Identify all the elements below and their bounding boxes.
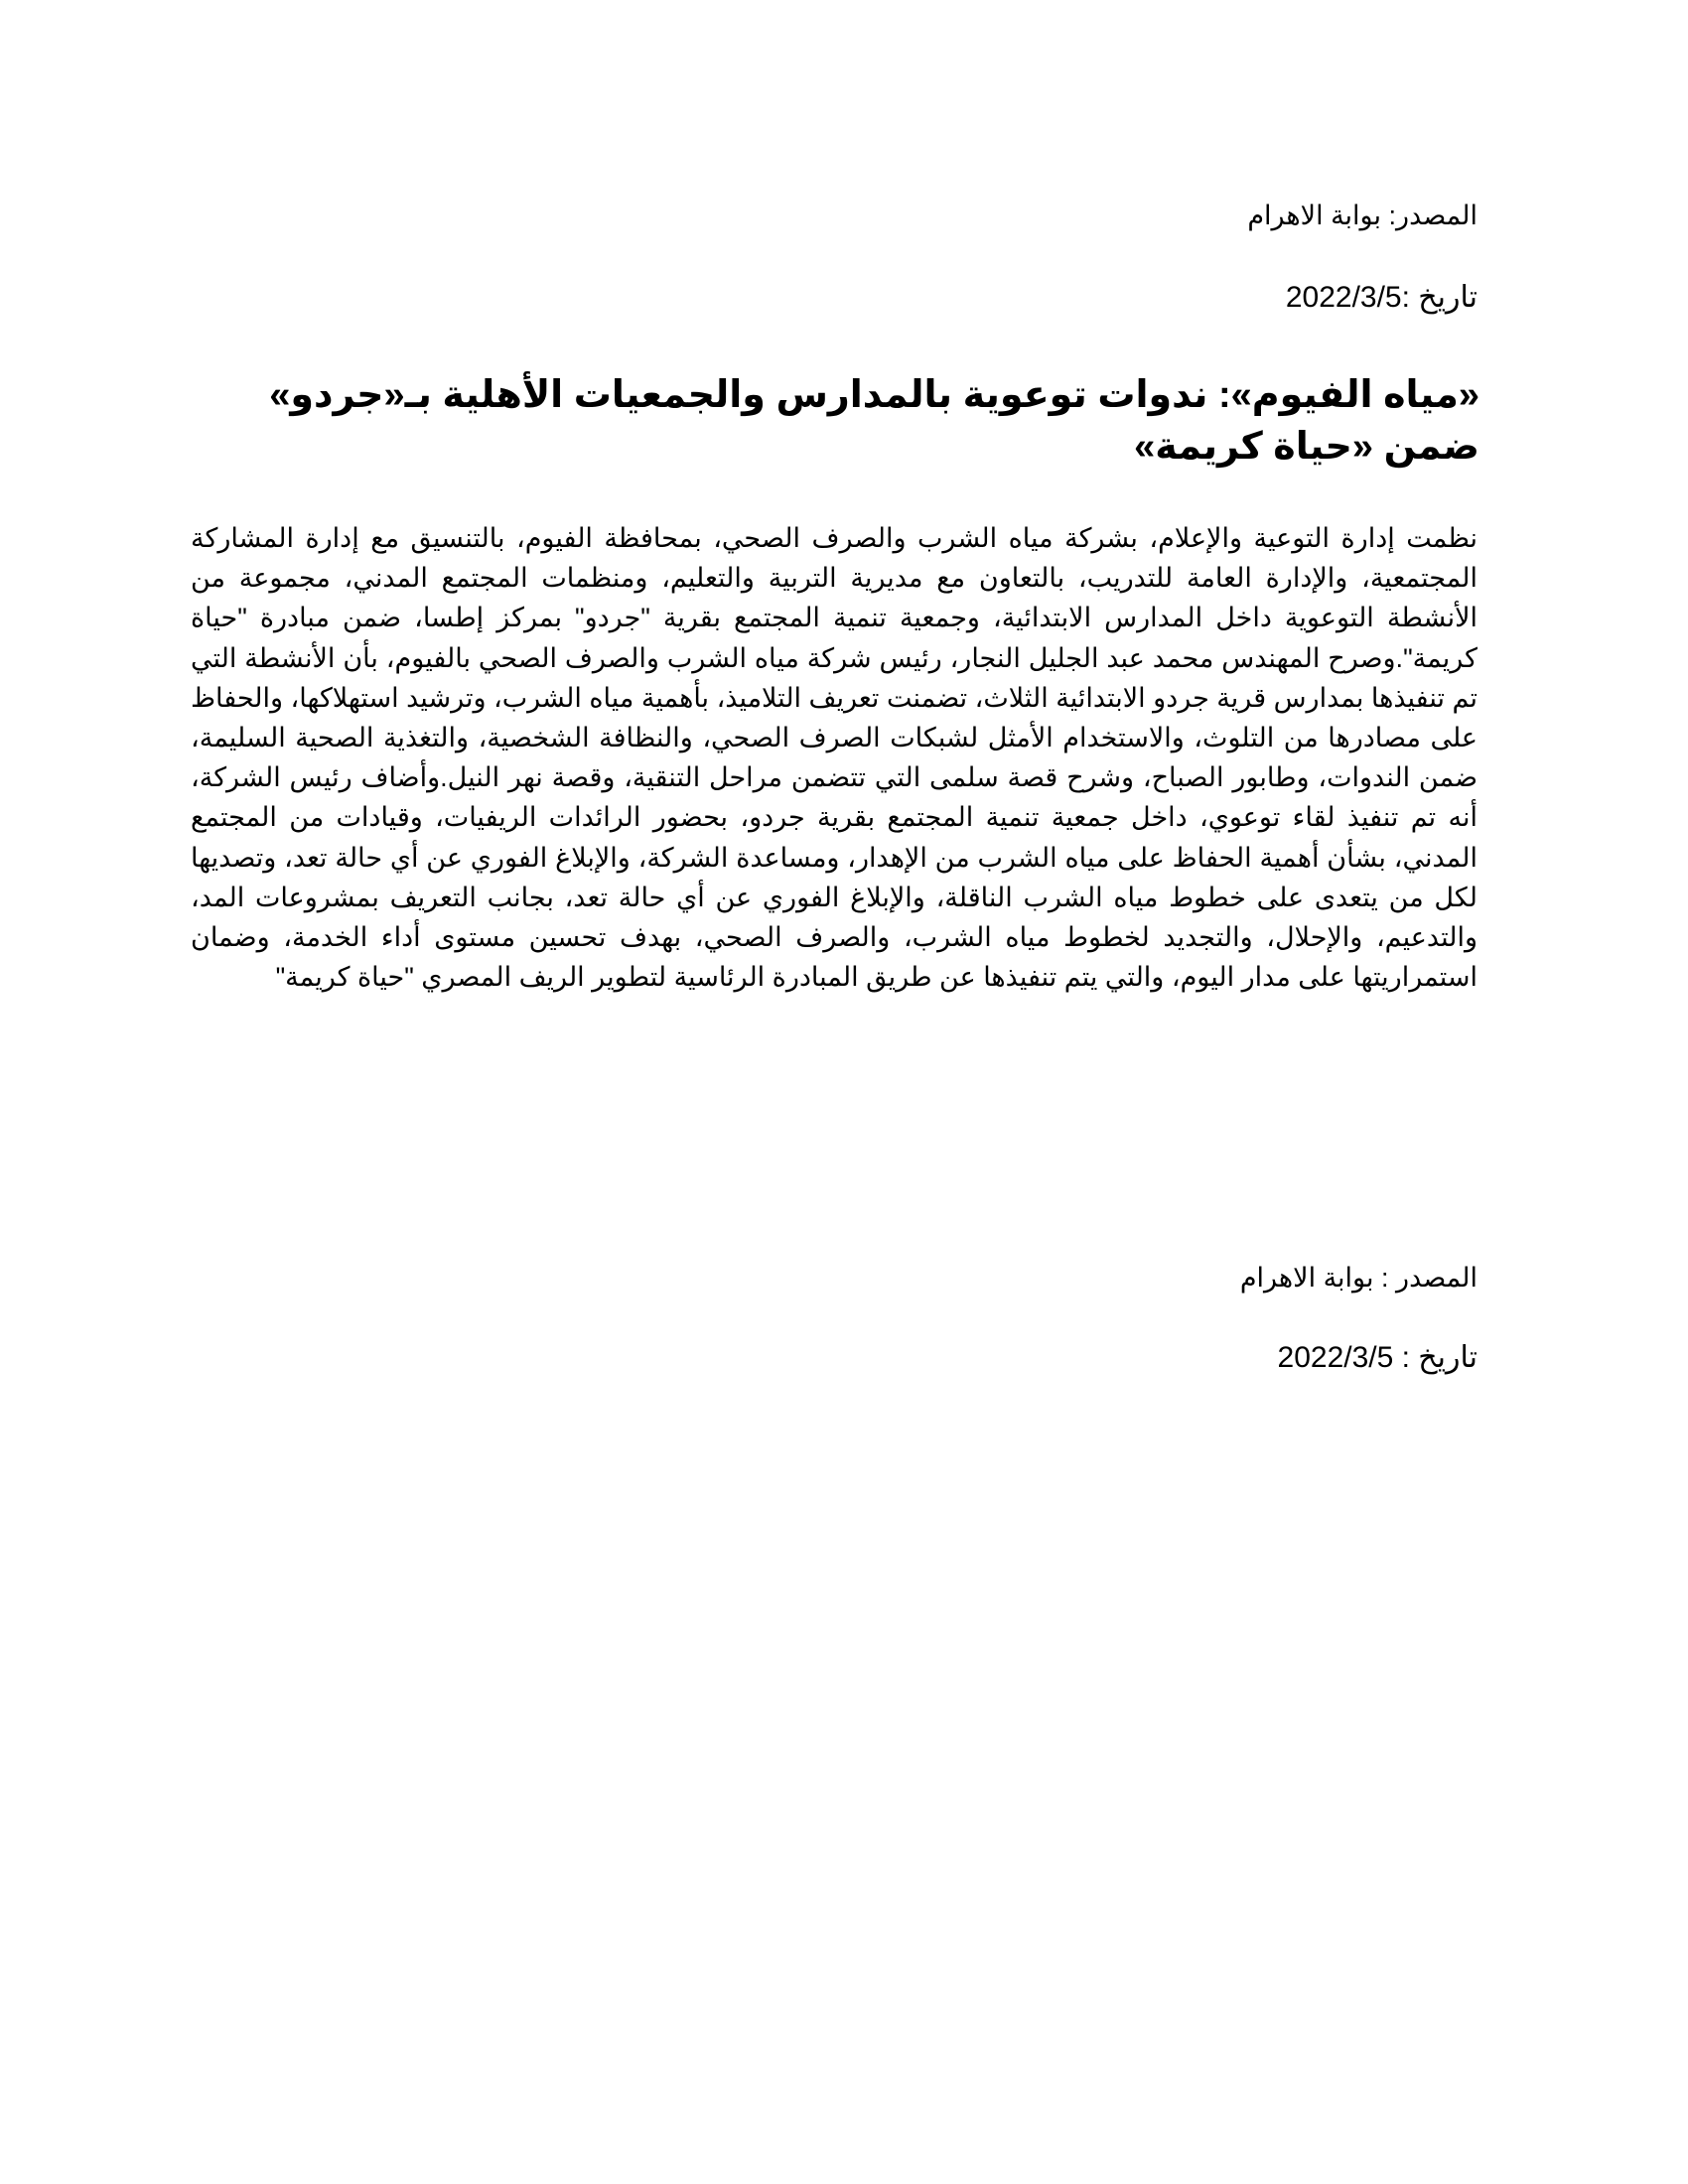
source-line: المصدر: بوابة الاهرام <box>1247 201 1477 230</box>
footer-date-line: تاريخ : 2022/3/5 <box>1277 1341 1477 1374</box>
article-body: نظمت إدارة التوعية والإعلام، بشركة مياه الشرب والصرف الصحي، بمحافظة الفيوم، بالتنسيق مع إدارة المشاركة المجتمعية، والإدارة العامة للتدريب، بالتعاون مع مديرية التربية والتعليم، ومنظمات المجتمع المدني، مجموعة من الأنشطة التوعوية داخل المدارس الابتدائية، وجمعية تنمية المجتمع بقرية "جردو" بمركز إطسا، ضمن مبادرة "حياة كريمة".وصرح المهندس محمد عبد الجليل النجار، رئيس شركة مياه الشرب والصرف الصحي بالفيوم، بأن الأنشطة التي تم تنفيذها بمدارس قرية جردو الابتدائية الثلاث، تضمنت تعريف التلاميذ، بأهمية مياه الشرب، وترشيد استهلاكها، والحفاظ على مصادرها من التلوث، والاستخدام الأمثل لشبكات الصرف الصحي، والنظافة الشخصية، والتغذية الصحية السليمة، ضمن الندوات، وطابور الصباح، وشرح قصة سلمى التي تتضمن مراحل التنقية، وقصة نهر النيل.وأضاف رئيس الشركة، أنه تم تنفيذ لقاء توعوي، داخل جمعية تنمية المجتمع بقرية جردو، بحضور الرائدات الريفيات، وقيادات من المجتمع المدني، بشأن أهمية الحفاظ على مياه الشرب من الإهدار، ومساعدة الشركة، والإبلاغ الفوري عن أي حالة تعد، وتصديها لكل من يتعدى على خطوط مياه الشرب الناقلة، والإبلاغ الفوري عن أي حالة تعد، بجانب التعريف بمشروعات المد، والتدعيم، والإحلال، والتجديد لخطوط مياه الشرب، والصرف الصحي، بهدف تحسين مستوى أداء الخدمة، وضمان استمراريتها على مدار اليوم، والتي يتم تنفيذها عن طريق المبادرة الرئاسية لتطوير الريف المصري "حياة كريمة" <box>191 523 1477 993</box>
footer-source-line: المصدر : بوابة الاهرام <box>1239 1263 1477 1293</box>
article-title: «مياه الفيوم»: ندوات توعوية بالمدارس والجمعيات الأهلية بـ«جردو» ضمن «حياة كريمة» <box>269 374 1479 468</box>
date-line: تاريخ :2022/3/5 <box>1285 281 1477 314</box>
